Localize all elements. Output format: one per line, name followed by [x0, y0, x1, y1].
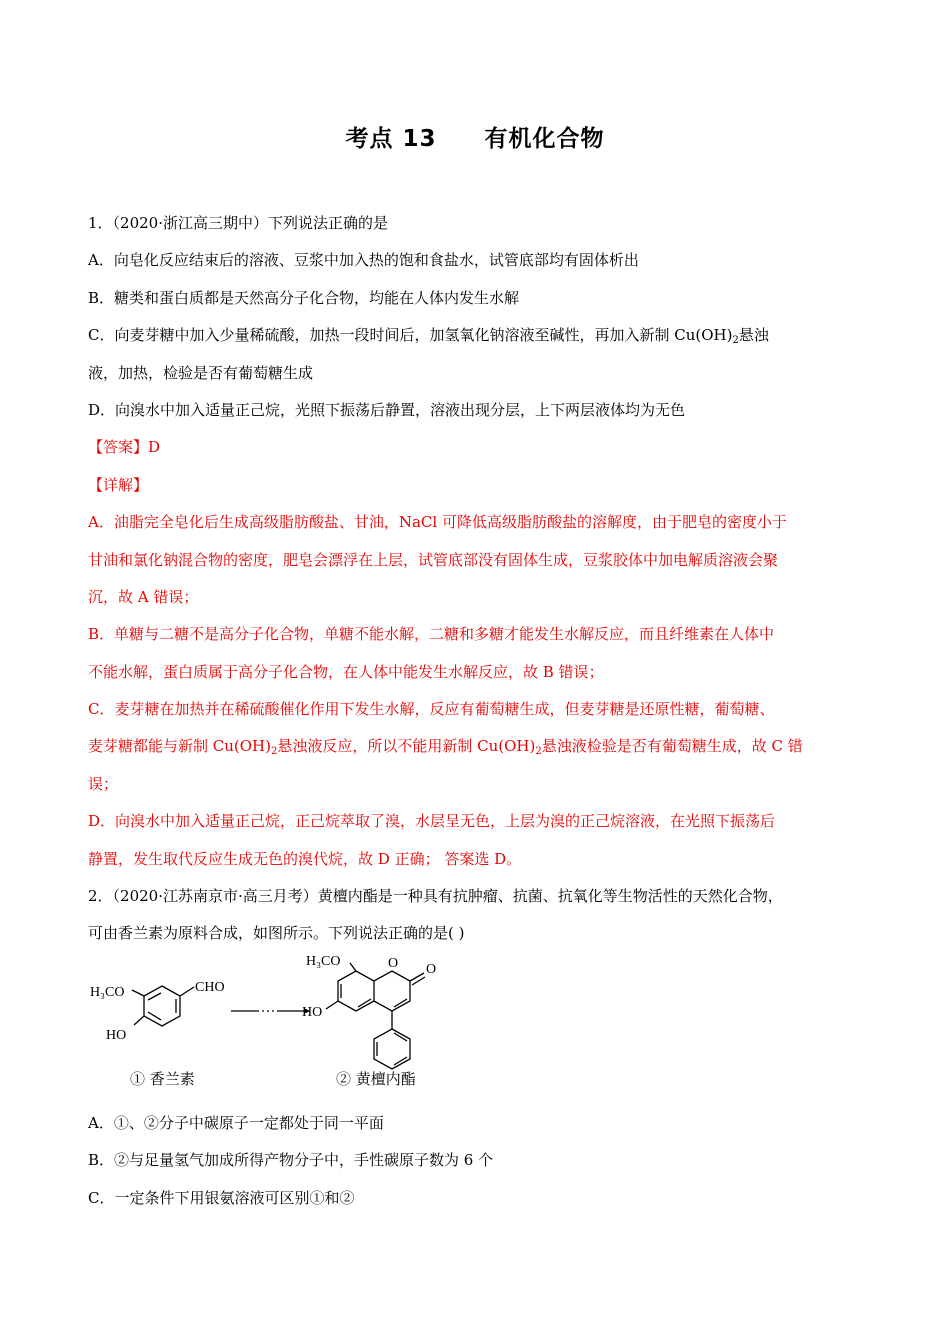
- dalbergin-caption: ② 黄檀内酯: [336, 1069, 416, 1088]
- title-topic-number: 考点 13: [345, 126, 437, 152]
- document-body: [88, 205, 860, 1217]
- dalbergin-structure: [326, 963, 425, 1069]
- reaction-scheme-svg: [88, 953, 860, 1105]
- q1-explain-d-line2: 静置，发生取代反应生成无色的溴代烷，故 D 正确； 答案选 D。: [88, 849, 522, 868]
- q1-explain-c-line3: 误；: [88, 774, 119, 793]
- q2-stem-line1: 2．（2020·江苏南京市·高三月考）黄檀内酯是一种具有抗肿瘤、抗菌、抗氧化等生物活性的天然化合物，: [88, 887, 783, 906]
- vanillin-hydroxyl-label: HO: [106, 1027, 127, 1043]
- q1-explain-c-text-b: 悬浊液反应，所以不能用新制 Cu(OH): [277, 737, 536, 756]
- q2-stem-line2: 可由香兰素为原料合成，如图所示。下列说法正确的是( ): [88, 924, 465, 943]
- reaction-arrow-text: —·—···—: [238, 1002, 243, 1004]
- q1-explain-a-line1: A．油脂完全皂化后生成高级脂肪酸盐、甘油，NaCl 可降低高级脂肪酸盐的溶解度，由于肥皂的密度小于: [88, 513, 787, 532]
- q1-detail-label: 【详解】: [88, 475, 149, 494]
- q1-explain-c-text-c: 悬浊液检验是否有葡萄糖生成，故 C 错: [541, 737, 803, 756]
- vanillin-aldehyde-label: CHO: [195, 979, 225, 995]
- q1-explain-b-line1: B．单糖与二糖不是高分子化合物，单糖不能水解，二糖和多糖才能发生水解反应，而且纤维素在人体中: [88, 625, 775, 644]
- q1-option-c-text-end: 悬浊: [738, 326, 769, 345]
- vanillin-structure: [132, 986, 194, 1026]
- dalbergin-ring-oxygen-label: O: [388, 955, 399, 971]
- q1-option-c-line2: 液，加热，检验是否有葡萄糖生成: [88, 363, 314, 382]
- reaction-scheme: [88, 953, 860, 1105]
- q1-explain-c-text-a: 麦芽糖都能与新制 Cu(OH): [88, 737, 271, 756]
- subscript: 2: [535, 746, 542, 758]
- q1-explain-c-line2: [88, 728, 860, 765]
- dalbergin-carbonyl-oxygen-label: O: [426, 961, 437, 977]
- q2-option-b: B．②与足量氢气加成所得产物分子中，手性碳原子数为 6 个: [88, 1151, 494, 1170]
- dalbergin-methoxy-label: H₃CO: [306, 953, 341, 969]
- title-topic-name: 有机化合物: [484, 126, 605, 152]
- q1-option-a: A．向皂化反应结束后的溶液、豆浆中加入热的饱和食盐水，试管底部均有固体析出: [88, 251, 639, 270]
- dalbergin-hydroxyl-label: HO: [302, 1004, 323, 1020]
- page-title: [0, 120, 950, 153]
- q1-option-b: B．糖类和蛋白质都是天然高分子化合物，均能在人体内发生水解: [88, 288, 520, 307]
- vanillin-caption: ① 香兰素: [130, 1069, 195, 1088]
- q1-explain-a-line2: 甘油和氯化钠混合物的密度，肥皂会漂浮在上层，试管底部没有固体生成，豆浆胶体中加电解质溶液会聚: [88, 550, 779, 569]
- q1-explain-b-line2: 不能水解，蛋白质属于高分子化合物，在人体中能发生水解反应，故 B 错误；: [88, 662, 604, 681]
- q2-option-c: C．一定条件下用银氨溶液可区别①和②: [88, 1188, 355, 1207]
- q1-stem: 1．（2020·浙江高三期中）下列说法正确的是: [88, 214, 388, 232]
- q1-answer: 【答案】D: [88, 438, 161, 457]
- q1-explain-c-line1: C．麦芽糖在加热并在稀硫酸催化作用下发生水解，反应有葡萄糖生成，但麦芽糖是还原性糖，葡萄糖、: [88, 700, 775, 719]
- q2-option-a: A．①、②分子中碳原子一定都处于同一平面: [88, 1113, 384, 1132]
- q1-option-c-text: C．向麦芽糖中加入少量稀硫酸，加热一段时间后，加氢氧化钠溶液至碱性，再加入新制 Cu(OH): [88, 326, 733, 345]
- subscript: 2: [271, 746, 278, 758]
- vanillin-methoxy-label: H₃CO: [90, 984, 125, 1000]
- q1-explain-d-line1: D．向溴水中加入适量正己烷，正己烷萃取了溴，水层呈无色，上层为溴的正己烷溶液，在光照下振荡后: [88, 812, 776, 831]
- reaction-arrow: [231, 1002, 310, 1014]
- q1-explain-a-line3: 沉，故 A 错误；: [88, 587, 199, 606]
- q1-option-c-line1: [88, 317, 860, 354]
- subscript: 2: [732, 335, 739, 347]
- q1-option-d: D．向溴水中加入适量正己烷，光照下振荡后静置，溶液出现分层，上下两层液体均为无色: [88, 400, 686, 419]
